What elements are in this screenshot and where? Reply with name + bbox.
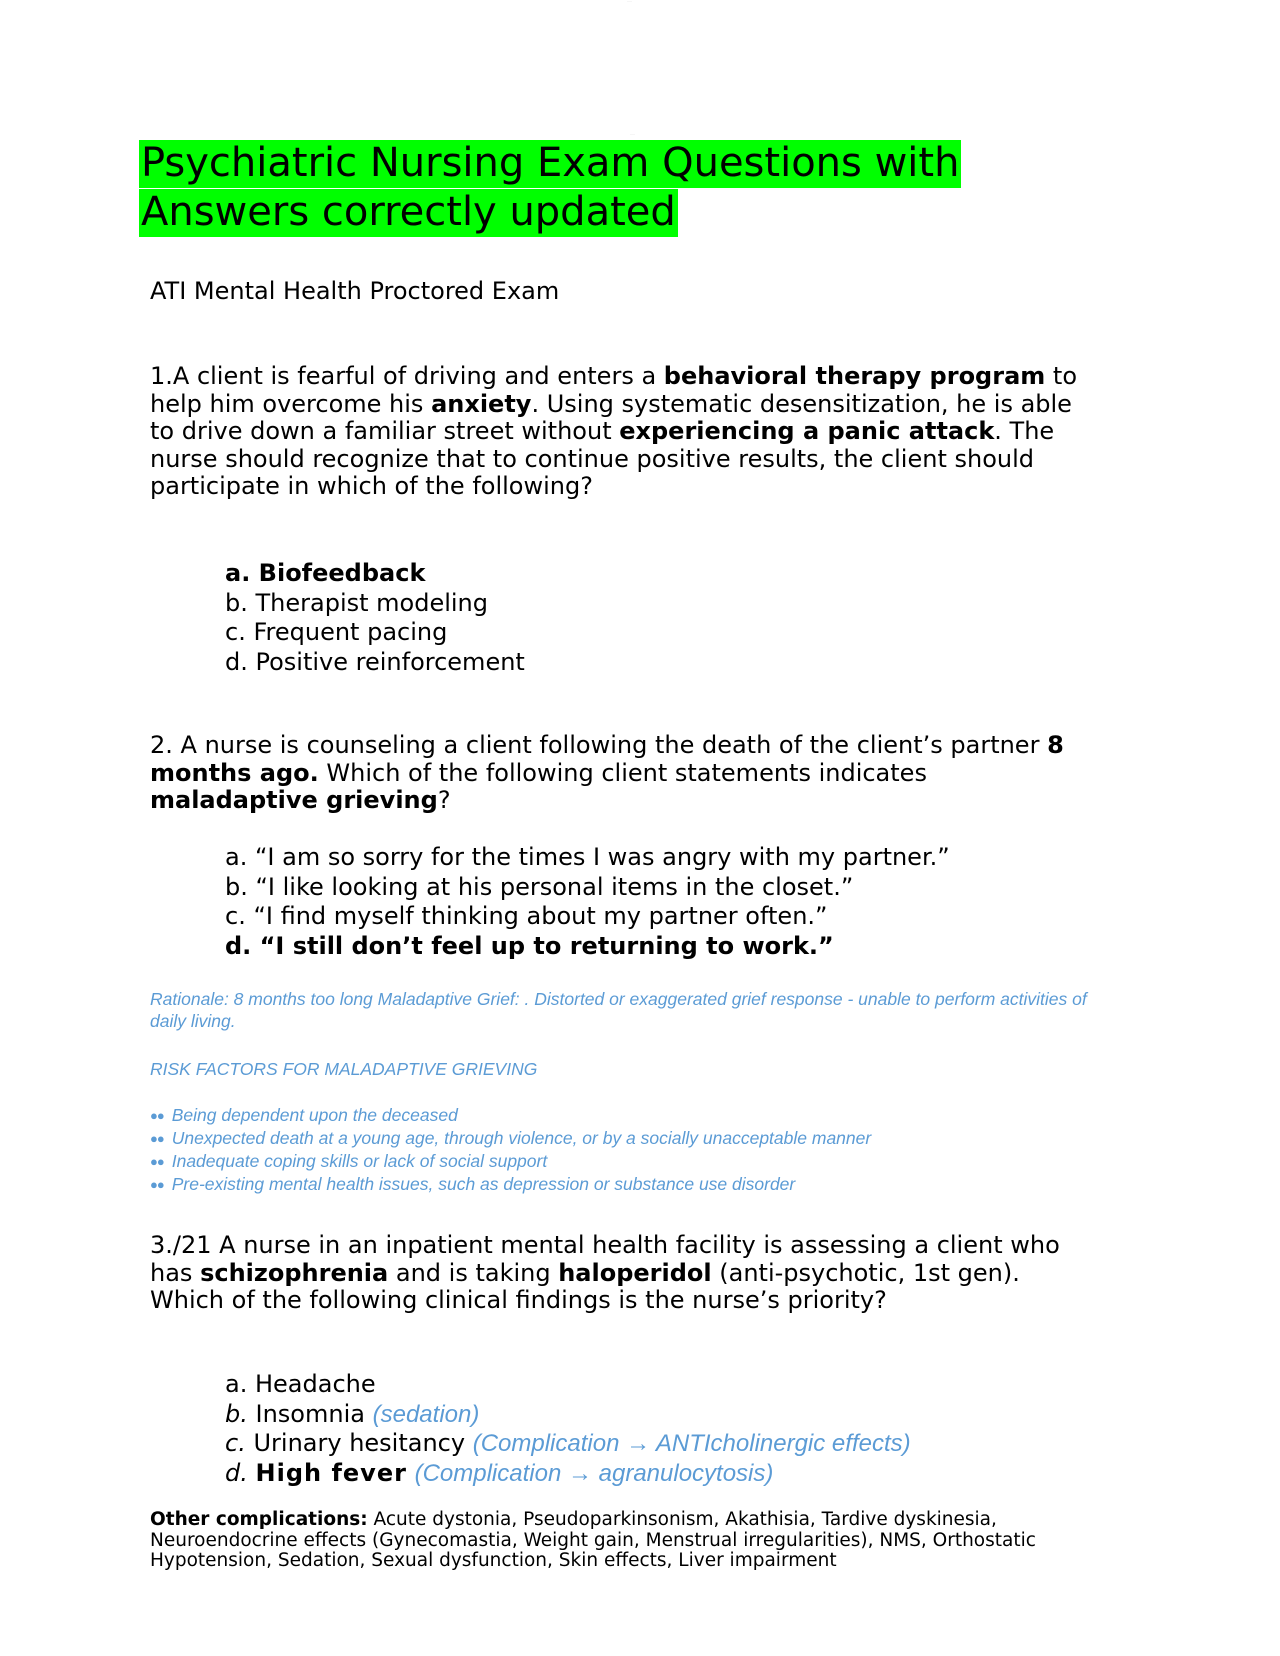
q1-options [225, 559, 525, 677]
bullet-icon: ●● [150, 1154, 164, 1169]
q2-emphasis: 8 months ago. [150, 731, 1064, 787]
q1-text: . Using systematic desensitization, he is able to drive down a familiar street without [150, 389, 1072, 445]
q1-option-d: d. Positive reinforcement [225, 647, 525, 676]
q2-emphasis: maladaptive grieving [150, 786, 438, 814]
q1-emphasis: anxiety [431, 389, 532, 418]
bullet-icon: ●● [150, 1108, 164, 1123]
q3-options [225, 1370, 911, 1488]
q1-option-b: b. Therapist modeling [225, 588, 488, 617]
q3-note-d: (Complication → agranulocytosis) [414, 1459, 774, 1487]
bullet-icon: ●● [150, 1131, 164, 1146]
question-3 [150, 1232, 1100, 1315]
q3-text: 3./21 A nurse in an inpatient mental health facility is assessing a client who has [150, 1231, 1060, 1287]
risk-factor-item: ●● Pre-existing mental health issues, such as depression or substance use disorder [150, 1174, 796, 1194]
q3-option-d: d. High fever (Complication → agranulocytosis) [225, 1458, 774, 1487]
q2-text: ? [437, 786, 451, 814]
risk-factors-heading: RISK FACTORS FOR MALADAPTIVE GRIEVING [150, 1059, 538, 1079]
q1-emphasis: behavioral therapy program [663, 362, 1046, 390]
other-complications [150, 1510, 1130, 1572]
q2-text: 2. A nurse is counseling a client following the death of the client’s partner [150, 731, 1048, 759]
question-1 [150, 363, 1100, 501]
q2-option-d: d. “I still don’t feel up to returning to work.” [225, 931, 834, 960]
q3-option-a: a. Headache [225, 1370, 376, 1398]
q3-emphasis: schizophrenia [200, 1258, 389, 1287]
risk-factor-item: ●● Being dependent upon the deceased [150, 1105, 458, 1125]
q2-option-c: c. “I find myself thinking about my partner often.” [225, 902, 828, 930]
other-complications-text: Acute dystonia, Pseudoparkinsonism, Akathisia, Tardive dyskinesia, Neuroendocrine effects (Gynecomastia, Weight gain, Menstrual irregularities), NMS, Orthostatic Hypotension, Sedation, Sexual dysfunction, Skin effects, Liver impairment [150, 1509, 1036, 1571]
q1-option-c: c. Frequent pacing [225, 618, 448, 646]
risk-factor-item: ●● Unexpected death at a young age, through violence, or by a socially unacceptable manner [150, 1128, 872, 1148]
question-2 [150, 732, 1100, 815]
title-line-2: Answers correctly updated [141, 189, 676, 235]
rationale: Rationale: 8 months too long Maladaptive Grief: . Distorted or exaggerated grief response - unable to perform activities of daily living. [150, 989, 1087, 1031]
q2-options [225, 843, 950, 961]
q3-text: and is taking [388, 1258, 559, 1287]
q2-option-b: b. “I like looking at his personal items in the closet.” [225, 872, 854, 901]
q3-option-b: b. Insomnia (sedation) [225, 1399, 480, 1428]
q3-note-c: (Complication → ANTIcholinergic effects) [472, 1430, 911, 1457]
q1-emphasis: experiencing a panic attack [619, 417, 995, 445]
title-mark: ····· [630, 132, 635, 136]
header-mark: ····· [627, 0, 632, 3]
q3-option-c: c. Urinary hesitancy (Complication → ANTIcholinergic effects) [225, 1429, 911, 1457]
q1-text: to help him overcome his [150, 362, 1078, 418]
q3-prompt: Which of the following clinical findings is the nurse’s priority? [150, 1286, 887, 1314]
bullet-icon: ●● [150, 1177, 164, 1192]
q1-option-a: a. Biofeedback [225, 559, 426, 587]
risk-factors-list [150, 1104, 1110, 1196]
exam-subtitle: ATI Mental Health Proctored Exam [150, 277, 560, 305]
q1-text: . The nurse should recognize that to continue positive results, the client should participate in which of the following? [150, 417, 1055, 500]
q3-note-b: (sedation) [372, 1400, 480, 1428]
title-line-1: Psychiatric Nursing Exam Questions with [141, 140, 960, 186]
q3-text: (anti-psychotic, 1st gen). [711, 1258, 1020, 1287]
q1-text: 1.A client is fearful of driving and enters a [150, 362, 664, 390]
other-complications-label: Other complications: [150, 1509, 368, 1530]
page-title [139, 139, 1019, 237]
q2-text: Which of the following client statements indicates [318, 758, 927, 787]
q2-option-a: a. “I am so sorry for the times I was angry with my partner.” [225, 843, 950, 871]
risk-factor-item: ●● Inadequate coping skills or lack of social support [150, 1151, 548, 1171]
q3-emphasis: haloperidol [558, 1258, 712, 1287]
